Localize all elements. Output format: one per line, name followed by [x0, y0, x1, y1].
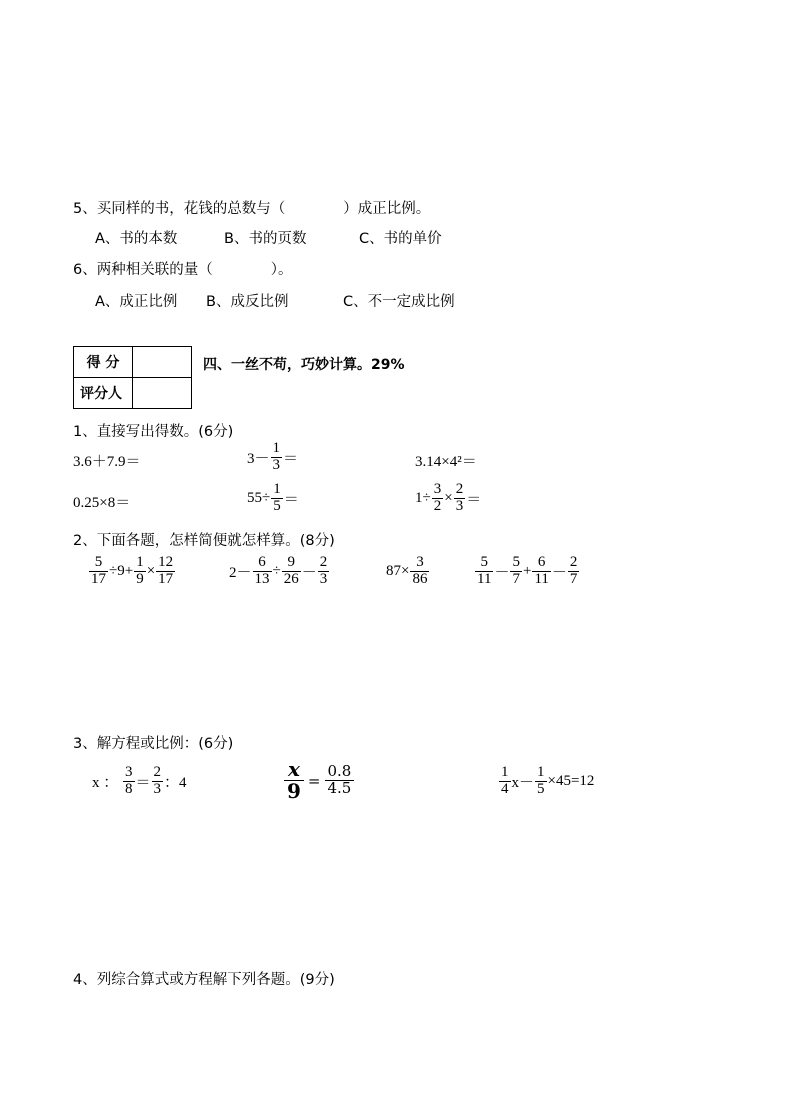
fraction: $\frac{9}{26}$ [283, 554, 299, 587]
fraction: $\frac{6}{13}$ [254, 554, 270, 587]
part-2-heading: 2、下面各题，怎样简便就怎样算。(8分) [73, 533, 335, 549]
fraction: $\frac{12}{17}$ [158, 554, 174, 587]
fraction: $\frac{5}{17}$ [91, 554, 106, 587]
fraction: $\frac{5}{7}$ [512, 554, 520, 587]
q5-option-a: A、书的本数 [95, 231, 178, 247]
p1-expr-5: 55÷ $\frac{1}{5}$ ＝ [247, 481, 299, 514]
part-3-heading: 3、解方程或比例：(6分) [73, 736, 234, 752]
grader-label: 评分人 [74, 378, 133, 409]
fraction: $\frac{6}{11}$ [534, 554, 549, 587]
p1-expr-4: 0.25×8＝ [73, 495, 131, 511]
q5-option-c: C、书的单价 [359, 231, 442, 247]
fraction: $\frac{x}{9}$ [284, 759, 304, 802]
question-5-stem: 5、买同样的书，花钱的总数与（ ）成正比例。 [73, 201, 431, 217]
q6-option-a: A、成正比例 [95, 294, 178, 310]
fraction: $\frac{0.8}{4.5}$ [325, 764, 355, 797]
fraction: $\frac{3}{86}$ [412, 554, 428, 587]
question-6-stem: 6、两种相关联的量（ ）。 [73, 262, 293, 278]
p1-expr-2: 3－ $\frac{1}{3}$ ＝ [247, 440, 299, 473]
q5-option-b: B、书的页数 [224, 231, 307, 247]
fraction: $\frac{2}{7}$ [569, 554, 578, 587]
grader-cell[interactable] [133, 378, 192, 409]
score-label: 得 分 [74, 347, 133, 378]
fraction: $\frac{1}{4}$ [501, 764, 509, 797]
p3-expr-3: $\frac{1}{4}$ x－ $\frac{1}{5}$ ×45=12 [501, 764, 595, 797]
score-table [73, 346, 192, 409]
fraction: $\frac{1}{3}$ [272, 440, 281, 473]
part-4-heading: 4、列综合算式或方程解下列各题。(9分) [73, 972, 335, 988]
p2-expr-3: 87× $\frac{3}{86}$ [386, 554, 428, 587]
fraction: $\frac{2}{3}$ [153, 764, 162, 797]
fraction: $\frac{2}{3}$ [455, 481, 464, 514]
fraction: $\frac{5}{11}$ [477, 554, 492, 587]
fraction: $\frac{1}{5}$ [537, 764, 545, 797]
fraction: $\frac{3}{8}$ [125, 764, 133, 797]
score-cell[interactable] [133, 347, 192, 378]
fraction: $\frac{3}{2}$ [433, 481, 442, 514]
p2-expr-1: $\frac{5}{17}$ ÷9+ $\frac{1}{9}$ × $\frac{12}{17}$ [91, 554, 174, 587]
part-1-heading: 1、直接写出得数。(6分) [73, 424, 234, 440]
p1-expr-3: 3.14×4²＝ [415, 454, 477, 470]
p2-expr-4: $\frac{5}{11}$ － $\frac{5}{7}$ + $\frac{6}{11}$ － $\frac{2}{7}$ [477, 554, 578, 587]
p3-expr-1: x ： $\frac{3}{8}$ ＝ $\frac{2}{3}$ ：4 [92, 764, 187, 797]
fraction: $\frac{2}{3}$ [319, 554, 328, 587]
p3-expr-2: $\frac{x}{9}$ = $\frac{0.8}{4.5}$ [283, 759, 355, 802]
p1-expr-6: 1÷ $\frac{3}{2}$ × $\frac{2}{3}$ ＝ [415, 481, 482, 514]
q6-option-b: B、成反比例 [206, 294, 289, 310]
p1-expr-1: 3.6＋7.9＝ [73, 454, 141, 470]
fraction: $\frac{1}{5}$ [273, 481, 281, 514]
q6-option-c: C、不一定成比例 [343, 294, 455, 310]
p2-expr-2: 2－ $\frac{6}{13}$ ÷ $\frac{9}{26}$ － $\frac{2}{3}$ [229, 554, 328, 587]
section-4-title: 四、一丝不苟，巧妙计算。29% [203, 357, 405, 373]
fraction: $\frac{1}{9}$ [136, 554, 144, 587]
